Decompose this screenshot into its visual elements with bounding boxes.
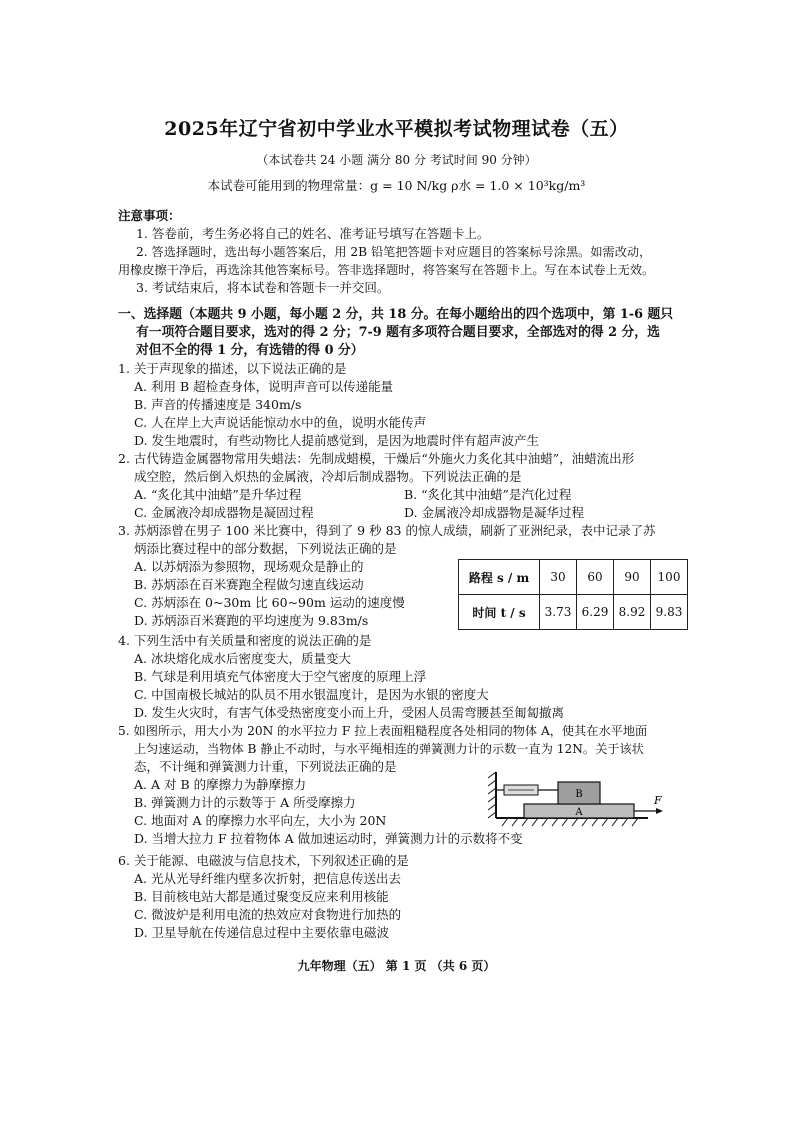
exam-info: （本试卷共 24 小题 满分 80 分 考试时间 90 分钟） (256, 153, 537, 167)
table-cell: 9.83 (651, 595, 688, 630)
race-data-table (458, 559, 688, 630)
table-cell: 6.29 (577, 595, 614, 630)
q3-stem-cont: 炳添比赛过程中的部分数据，下列说法正确的是 (134, 541, 397, 556)
wall-hatching (488, 772, 496, 818)
q5-option-a: A. A 对 B 的摩擦力为静摩擦力 (134, 777, 307, 792)
table-row (459, 560, 688, 595)
q4-option-a: A. 冰块熔化成水后密度变大，质量变大 (134, 651, 351, 666)
table-header-distance: 路程 s / m (459, 560, 540, 595)
q4-option-d: D. 发生火灾时，有害气体受热密度变小而上升，受困人员需弯腰甚至匍匐撤离 (134, 705, 565, 720)
arrow-head-icon (656, 808, 663, 814)
q2-option-d: D. 金属液冷却成器物是凝华过程 (404, 505, 585, 520)
spring-scale-diagram (488, 770, 668, 828)
note-2: 2. 答选择题时，选出每小题答案后，用 2B 铅笔把答题卡对应题目的答案标号涂黑。如需改动， (136, 245, 652, 259)
q1-stem: 1. 关于声现象的描述，以下说法正确的是 (118, 361, 347, 376)
q4-option-b: B. 气球是利用填充气体密度大于空气密度的原理上浮 (134, 669, 427, 684)
q3-option-c: C. 苏炳添在 0~30m 比 60~90m 运动的速度慢 (134, 595, 405, 610)
q5-stem-cont-2: 态，不计绳和弹簧测力计重，下列说法正确的是 (134, 759, 397, 774)
block-a-label: A (575, 807, 583, 818)
q2-stem: 2. 古代铸造金属器物常用失蜡法：先制成蜡模，干燥后“外施火力炙化其中油蜡”，油蜡流出形 (118, 451, 635, 466)
table-cell: 100 (651, 560, 688, 595)
q2-option-a: A. “炙化其中油蜡”是升华过程 (134, 487, 302, 502)
table-row (459, 595, 688, 630)
q1-option-d: D. 发生地震时，有些动物比人提前感觉到，是因为地震时伴有超声波产生 (134, 433, 540, 448)
block-b-label: B (575, 789, 583, 800)
table-cell: 90 (614, 560, 651, 595)
page-title: 2025年辽宁省初中学业水平模拟考试物理试卷（五） (164, 118, 629, 140)
table-cell: 60 (577, 560, 614, 595)
table-cell: 8.92 (614, 595, 651, 630)
q6-option-b: B. 目前核电站大都是通过聚变反应来利用核能 (134, 889, 389, 904)
q6-option-d: D. 卫星导航在传递信息过程中主要依靠电磁波 (134, 925, 390, 940)
q5-option-b: B. 弹簧测力计的示数等于 A 所受摩擦力 (134, 795, 356, 810)
notes-heading: 注意事项： (118, 208, 181, 223)
q6-option-a: A. 光从光导纤维内壁多次折射，把信息传送出去 (134, 871, 401, 886)
q3-option-d: D. 苏炳添百米赛跑的平均速度为 9.83m/s (134, 613, 369, 628)
q5-option-c: C. 地面对 A 的摩擦力水平向左，大小为 20N (134, 813, 387, 828)
q1-option-b: B. 声音的传播速度是 340m/s (134, 397, 302, 412)
table-header-time: 时间 t / s (459, 595, 540, 630)
q2-option-c: C. 金属液冷却成器物是凝固过程 (134, 505, 314, 520)
note-1: 1. 答卷前，考生务必将自己的姓名、准考证号填写在答题卡上。 (136, 226, 490, 241)
q6-option-c: C. 微波炉是利用电流的热效应对食物进行加热的 (134, 907, 402, 922)
force-label: F (654, 794, 662, 807)
q2-stem-cont: 成空腔，然后倒入炽热的金属液，冷却后制成器物。下列说法正确的是 (134, 469, 522, 484)
q3-option-a: A. 以苏炳添为参照物，现场观众是静止的 (134, 559, 364, 574)
q4-stem: 4. 下列生活中有关质量和密度的说法正确的是 (118, 633, 372, 648)
note-3: 3. 考试结束后，将本试卷和答题卡一并交回。 (136, 280, 390, 295)
physics-constants: 本试卷可能用到的物理常量：g = 10 N/kg ρ水 = 1.0 × 10³kg/m³ (207, 178, 586, 193)
q2-option-b: B. “炙化其中油蜡”是汽化过程 (404, 487, 572, 502)
section-heading-3: 对但不全的得 1 分，有选错的得 0 分） (136, 343, 364, 358)
page-footer: 九年物理（五） 第 1 页 （共 6 页） (297, 959, 496, 973)
q4-option-c: C. 中国南极长城站的队员不用水银温度计，是因为水银的密度大 (134, 687, 489, 702)
q1-option-a: A. 利用 B 超检查身体，说明声音可以传递能量 (134, 379, 394, 394)
q5-option-d: D. 当增大拉力 F 拉着物体 A 做加速运动时，弹簧测力计的示数将不变 (134, 831, 523, 846)
q3-stem: 3. 苏炳添曾在男子 100 米比赛中，得到了 9 秒 83 的惊人成绩，刷新了亚洲纪录，表中记录了苏 (118, 523, 656, 538)
q1-option-c: C. 人在岸上大声说话能惊动水中的鱼，说明水能传声 (134, 415, 427, 430)
q5-stem-cont: 上匀速运动，当物体 B 静止不动时，与水平绳相连的弹簧测力计的示数一直为 12N。关于该状 (134, 742, 644, 756)
table-cell: 30 (540, 560, 577, 595)
section-heading: 一、选择题（本题共 9 小题，每小题 2 分，共 18 分。在每小题给出的四个选项中，第 1-6 题只 (118, 307, 674, 322)
q6-stem: 6. 关于能源、电磁波与信息技术，下列叙述正确的是 (118, 853, 409, 868)
q3-option-b: B. 苏炳添在百米赛跑全程做匀速直线运动 (134, 577, 364, 592)
table-cell: 3.73 (540, 595, 577, 630)
note-2-cont: 用橡皮擦干净后，再选涂其他答案标号。答非选择题时，将答案写在答题卡上。写在本试卷上无效。 (118, 263, 655, 277)
section-heading-2: 有一项符合题目要求，选对的得 2 分；7-9 题有多项符合题目要求，全部选对的得 2 分，选 (136, 325, 660, 340)
q5-stem: 5. 如图所示，用大小为 20N 的水平拉力 F 拉上表面粗糙程度各处相同的物体 A，使其在水平地面 (118, 724, 648, 738)
ground-hatching (502, 818, 638, 826)
